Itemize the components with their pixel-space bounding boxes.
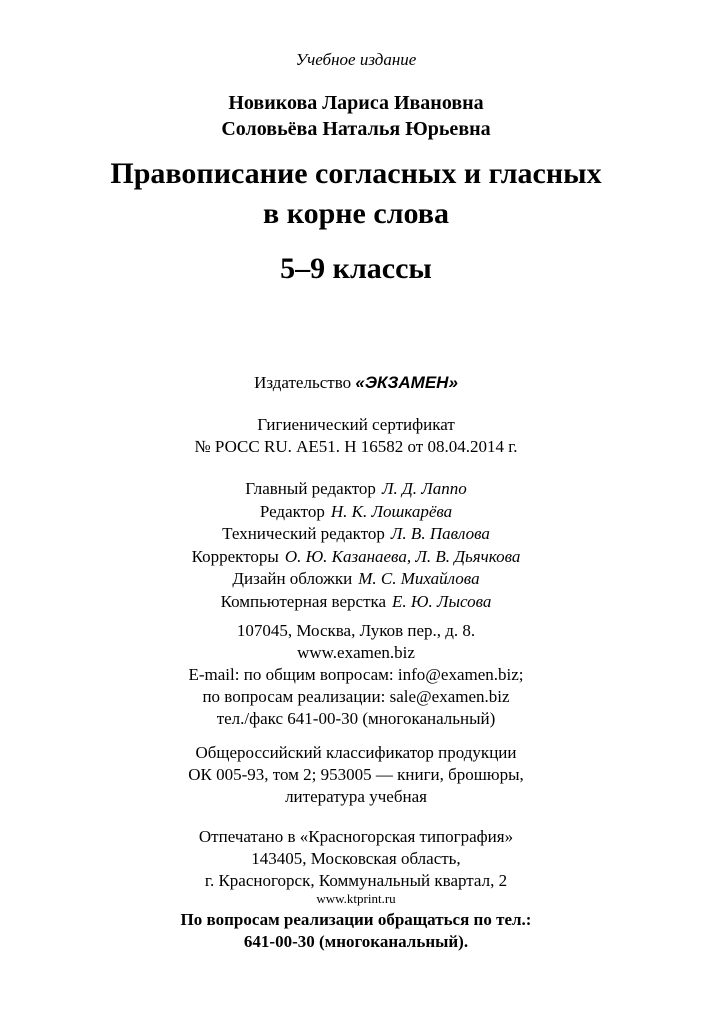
- staff-role: Корректоры: [191, 546, 279, 566]
- staff-row: [0, 546, 712, 569]
- printer-region: 143405, Московская область,: [251, 849, 461, 868]
- printer-address: г. Красногорск, Коммунальный квартал, 2: [204, 871, 508, 890]
- staff-name: Л. В. Павлова: [390, 524, 490, 543]
- sales-contact-line-2: 641-00-30 (многоканальный).: [243, 932, 469, 951]
- classifier-line-2: ОК 005-93, том 2; 953005 — книги, брошюры,: [188, 765, 524, 784]
- certificate-number: № РОСС RU. АЕ51. Н 16582 от 08.04.2014 г.: [194, 437, 518, 456]
- printer-website: www.ktprint.ru: [316, 891, 396, 906]
- staff-role: Технический редактор: [222, 524, 385, 543]
- staff-name: О. Ю. Казанаева, Л. В. Дьячкова: [284, 546, 521, 566]
- book-title-line-2: в корне слова: [263, 197, 449, 230]
- staff-row: [0, 478, 712, 501]
- author-1: Новикова Лариса Ивановна: [228, 92, 484, 114]
- publisher-phone: тел./факс 641-00-30 (многоканальный): [216, 709, 496, 728]
- publisher-website: www.examen.biz: [297, 643, 415, 662]
- staff-name: Е. Ю. Лысова: [392, 591, 492, 611]
- certificate-title: Гигиенический сертификат: [257, 415, 455, 434]
- email-general: E-mail: по общим вопросам: info@examen.biz;: [188, 665, 524, 684]
- staff-role: Редактор: [259, 501, 325, 521]
- printer-name: Отпечатано в «Красногорская типография»: [198, 827, 514, 846]
- publisher-prefix: Издательство: [254, 373, 352, 392]
- staff-role: Компьютерная верстка: [220, 591, 387, 611]
- staff-row: [0, 501, 712, 524]
- staff-name: М. С. Михайлова: [358, 569, 480, 588]
- staff-role: Главный редактор: [245, 479, 376, 498]
- publisher-name: «ЭКЗАМЕН»: [355, 373, 458, 392]
- staff-list: [0, 478, 712, 613]
- edition-type: Учебное издание: [295, 50, 417, 69]
- publisher-address: 107045, Москва, Луков пер., д. 8.: [236, 621, 476, 640]
- sales-contact-line-1: По вопросам реализации обращаться по тел.:: [180, 910, 532, 929]
- publisher-line: [0, 372, 712, 394]
- grade-range: 5–9 классы: [280, 252, 432, 285]
- staff-name: Н. К. Лошкарёва: [330, 501, 453, 521]
- classifier-line-3: литература учебная: [285, 787, 427, 806]
- staff-row: [0, 523, 712, 546]
- book-title-line-1: Правописание согласных и гласных: [110, 157, 602, 190]
- staff-name: Л. Д. Лаппо: [381, 479, 467, 498]
- staff-row: [0, 591, 712, 614]
- email-sales: по вопросам реализации: sale@examen.biz: [202, 687, 510, 706]
- staff-row: [0, 568, 712, 591]
- author-2: Соловьёва Наталья Юрьевна: [221, 118, 491, 140]
- staff-role: Дизайн обложки: [232, 569, 353, 588]
- classifier-line-1: Общероссийский классификатор продукции: [195, 743, 517, 762]
